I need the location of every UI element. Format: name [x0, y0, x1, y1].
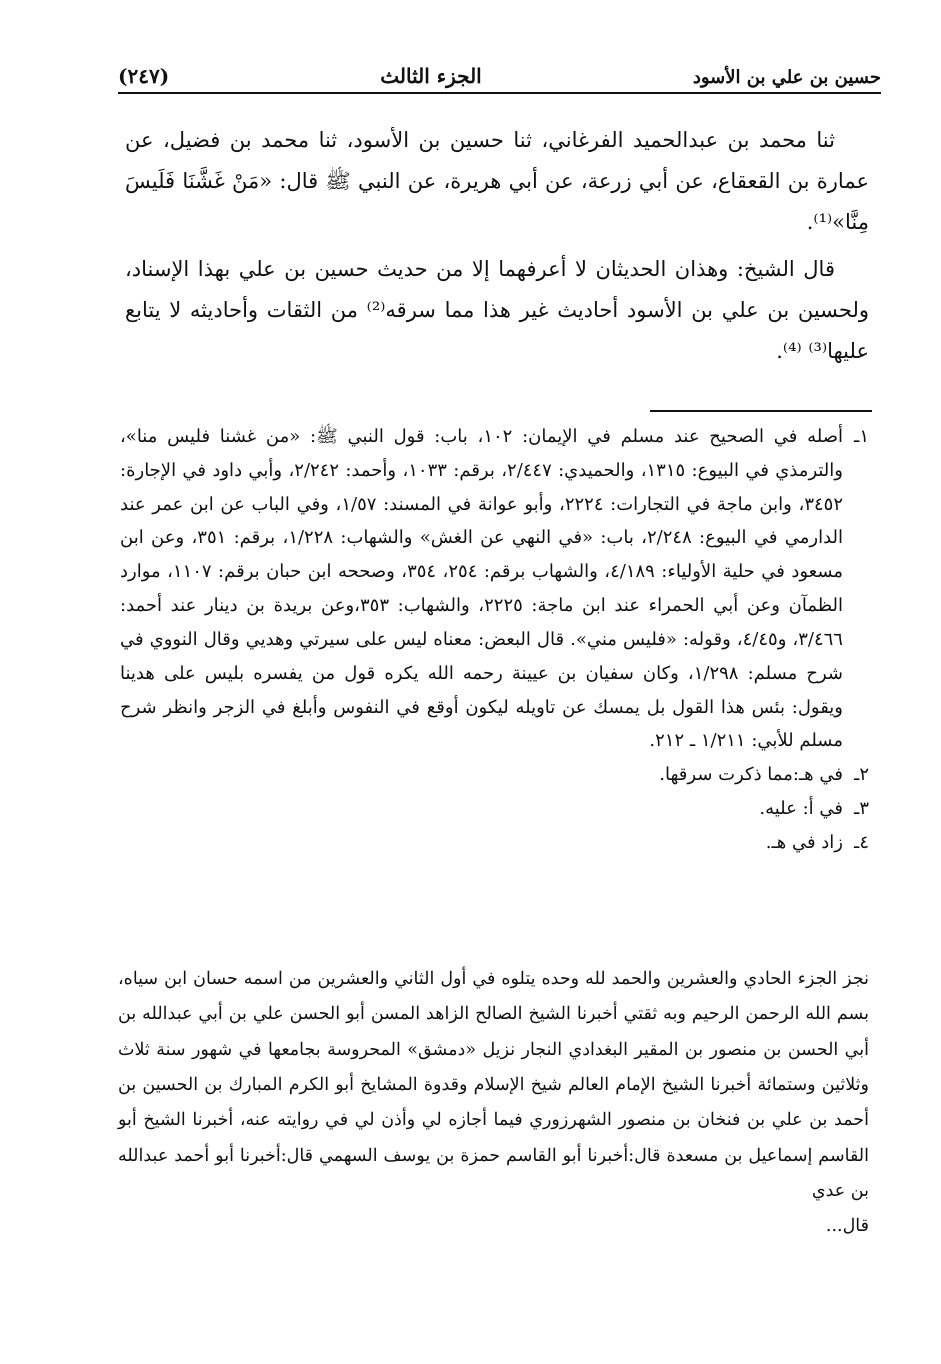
running-header [118, 44, 881, 88]
footnote-number: ٣ـ [854, 798, 869, 820]
colophon [118, 962, 869, 1245]
footnote [120, 758, 869, 792]
footnote [120, 792, 869, 826]
footnote [120, 826, 869, 860]
page-number: (٢٤٧) [118, 64, 170, 88]
footnote [120, 420, 869, 758]
main-text [125, 120, 869, 378]
footnote-text: في هـ:مما ذكرت سرقها. [659, 764, 843, 786]
footnote-text: زاد في هـ. [765, 831, 843, 853]
footnotes [120, 420, 869, 860]
footnote-number: ١ـ [854, 426, 869, 447]
volume-label: الجزء الثالث [380, 64, 482, 88]
footnote-text: في أ: عليه. [759, 798, 843, 820]
book-title: حسين بن علي بن الأسود [692, 67, 881, 88]
footnote-number: ٤ـ [854, 831, 869, 853]
footnote-number: ٢ـ [854, 764, 869, 786]
footnote-divider [650, 410, 872, 412]
paragraph: ثنا محمد بن عبدالحميد الفرغاني، ثنا حسين بن الأسود، ثنا محمد بن فضيل، عن عمارة بن القعقاع، عن أبي زرعة، عن أبي هريرة، عن النبي ﷺ قال: «مَنْ غَشَّنَا فَلَيسَ مِنَّا»⁽¹⁾. [125, 128, 869, 234]
paragraph: قال الشيخ: وهذان الحديثان لا أعرفهما إلا من حديث حسين بن علي بهذا الإسناد، ولحسين بن علي بن الأسود أحاديث غير هذا مما سرقه⁽²⁾ من الثقات وأحاديثه لا يتابع عليها⁽³⁾ ⁽⁴⁾. [125, 256, 870, 363]
footnote-text: أصله في الصحيح عند مسلم في الإيمان: ١٠٢، باب: قول النبي ﷺ: «من غشنا فليس منا»، والترمذي في البيوع: ١٣١٥، والحميدي: ٢/٤٤٧، برقم: ١٠٣٣، وأحمد: ٢/٢٤٢، وأبي داود في الإجارة: ٣٤٥٢، وابن ماجة في التجارات: ٢٢٢٤، وأبو عوانة في المسند: ١/٥٧، وفي الباب عن ابن عمر عند الدارمي في البيوع: ٢/٢٤٨، باب: «في النهي عن الغش» والشهاب: ١/٢٢٨، برقم: ٣٥١، وعن ابن مسعود في حلية الأولياء: ٤/١٨٩، والشهاب برقم: ٢٥٤، ٣٥٤، وصححه ابن حبان برقم: ١١٠٧، موارد الظمآن وعن أبي الحمراء عند ابن ماجة: ٢٢٢٥، والشهاب: ٣٥٣،وعن بريدة بن دينار عند أحمد: ٣/٤٦٦، و٤/٤٥، وقوله: «فليس مني». قال البعض: معناه ليس على سيرتي وهديي وقال النووي في شرح مسلم: ١/٢٩٨، وكان سفيان بن عيينة رحمه الله يكره قول من يفسره بليس على هدينا ويقول: بئس هذا القول بل يمسك عن تاويله ليكون أوقع في النفوس وأبلغ في الزجر وانظر شرح مسلم للأبي: ١/٢١١ ـ ٢١٢. [120, 426, 844, 752]
header-divider [118, 92, 881, 94]
colophon-end: قال... [825, 1216, 869, 1237]
colophon-text: نجز الجزء الحادي والعشرين والحمد لله وحده يتلوه في أول الثاني والعشرين من اسمه حسان ابن سياه، بسم الله الرحمن الرحيم وبه ثقتي أخبرنا الشيخ الصالح الزاهد المسن أبو الحسن علي بن أبي عبدالله بن أبي الحسن بن منصور بن المقير البغدادي النجار نزيل «دمشق» المحروسة بجامعها في شهور سنة ثلاث وثلاثين وستمائة أخبرنا الشيخ الإمام العالم شيخ الإسلام وقدوة المشايخ أبو الكرم المبارك بن الحسين بن أحمد بن علي بن فنخان بن منصور الشهرزوري فيما أجازه لي وأذن لي في روايته عنه، أخبرنا الشيخ أبو القاسم إسماعيل بن مسعدة قال:أخبرنا أبو القاسم حمزة بن يوسف السهمي قال:أخبرنا أبو أحمد عبدالله بن عدي [118, 969, 869, 1202]
